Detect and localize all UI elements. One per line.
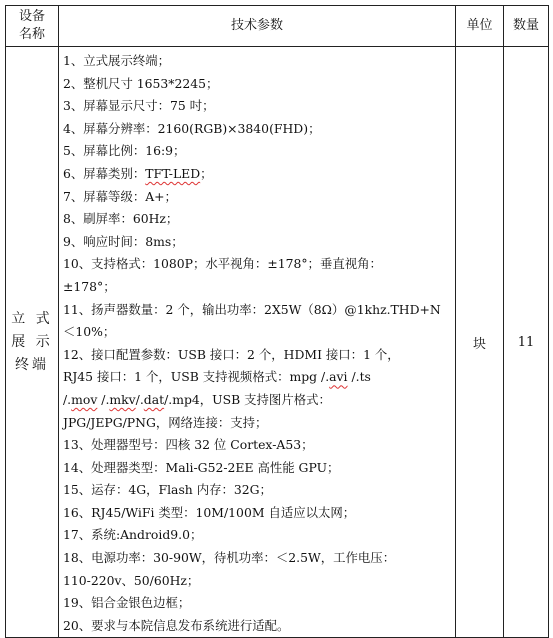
param-line: 8、刷屏率：60Hz； [63,211,179,227]
spec-table [5,5,549,638]
param-line: RJ45 接口：1 个，USB 支持视频格式：mpg /.avi /.ts [63,369,371,385]
device-name-line3: 终端 [15,356,49,373]
param-line: ＜10%； [63,324,116,340]
header-quantity: 数量 [504,6,549,47]
param-line: 18、电源功率：30-90W，待机功率：＜2.5W，工作电压： [63,550,396,566]
param-line: 5、屏幕比例：16:9； [63,143,186,159]
param-line: 6、屏幕类别：TFT-LED； [63,165,213,181]
param-line: 2、整机尺寸 1653*2245； [63,75,219,91]
param-line: 9、响应时间：8ms； [63,233,184,249]
header-device-name [6,6,59,47]
param-line: 17、系统:Android9.0； [63,527,203,543]
param-line: ±178°； [63,278,116,294]
param-line: 1、立式展示终端； [63,53,171,68]
param-line: 110-220v、50/60Hz； [63,572,200,588]
param-line: 12、接口配置参数：USB 接口：2 个，HDMI 接口：1 个， [63,346,400,362]
device-name-line2: 展 示 [11,333,53,350]
param-line: 3、屏幕显示尺寸：75 吋； [63,98,215,114]
param-line: 11、扬声器数量：2 个，输出功率：2X5W（8Ω）@1khz.THD+N [63,301,441,317]
param-line: 14、处理器类型：Mali-G52-2EE 高性能 GPU； [63,459,340,475]
param-line: JPG/JEPG/PNG，网络连接：支持； [63,414,268,430]
header-device-name-line2: 名称 [18,27,45,42]
device-name-line1: 立 式 [11,310,53,327]
header-row [6,6,549,47]
param-line: /.mov /.mkv/.dat/.mp4，USB 支持图片格式： [63,391,331,407]
header-tech-params: 技术参数 [59,6,456,47]
param-line: 16、RJ45/WiFi 类型：10M/100M 自适应以太网； [63,504,356,520]
param-line: 20、要求与本院信息发布系统进行适配。 [63,617,290,633]
param-line: 15、运存：4G，Flash 内存：32G； [63,482,272,498]
tech-params-cell [59,47,456,638]
header-unit: 单位 [456,6,504,47]
param-line: 4、屏幕分辨率：2160(RGB)×3840(FHD)； [63,120,321,136]
param-line: 7、屏幕等级：A+； [63,188,177,204]
header-device-name-line1: 设备 [18,9,45,24]
table-row [6,47,549,638]
quantity-cell: 11 [504,47,549,638]
param-line: 10、支持格式：1080P；水平视角：±178°；垂直视角： [63,256,382,272]
param-line: 19、铝合金银色边框； [63,595,191,611]
device-name-cell [6,47,59,638]
param-line: 13、处理器型号：四核 32 位 Cortex-A53； [63,437,314,453]
unit-cell: 块 [456,47,504,638]
